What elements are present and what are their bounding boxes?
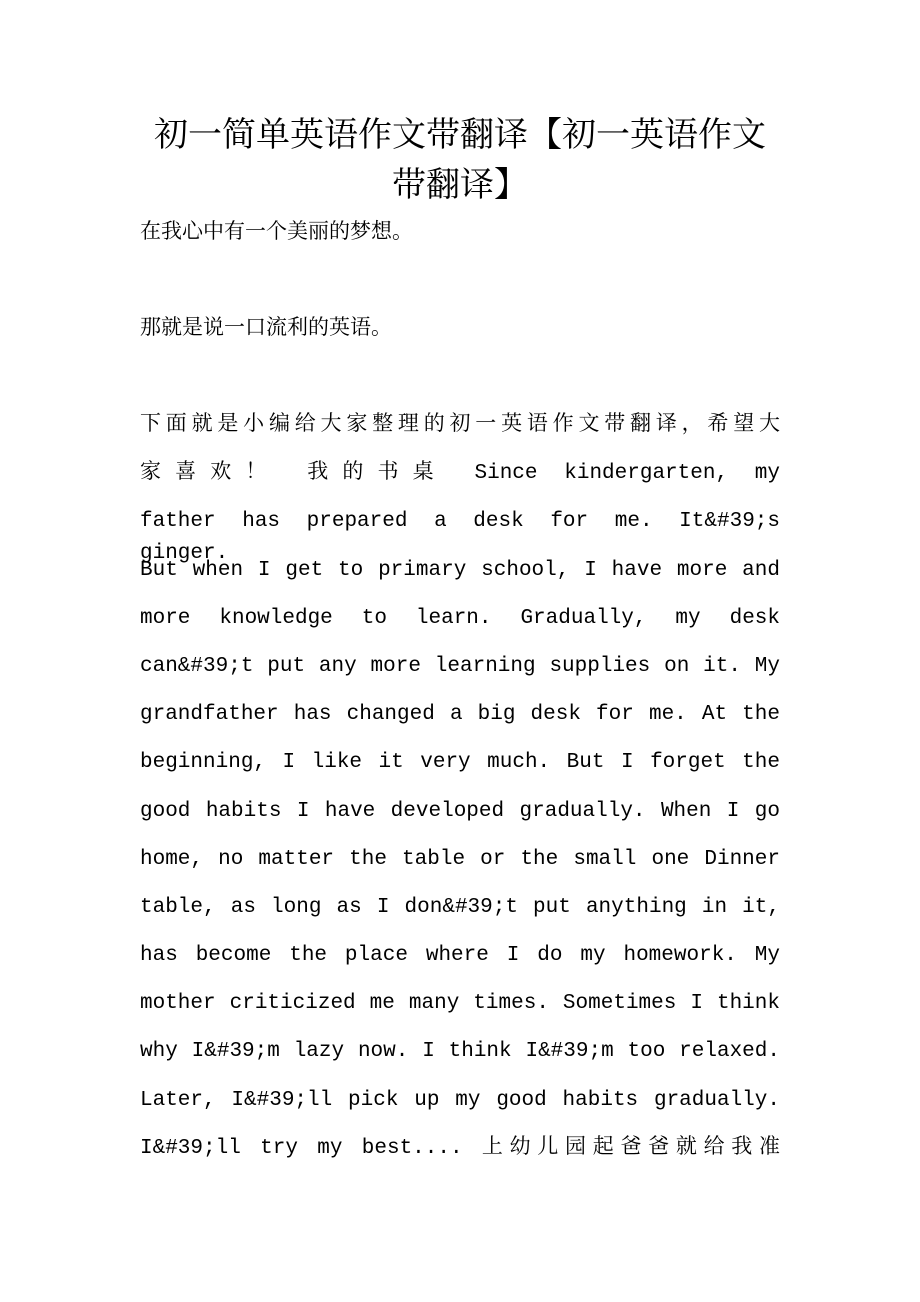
paragraph-fluent-english: 那就是说一口流利的英语。 [140,318,392,341]
text-line: grandfather has changed a big desk for me. At the [140,703,780,727]
text-line: has become the place where I do my homework. My [140,944,780,968]
text-line: home, no matter the table or the small one Dinner [140,847,780,871]
text-line: good habits I have developed gradually. When I go [140,799,780,823]
text-line: Later, I&#39;ll pick up my good habits gradually. [140,1088,780,1112]
text-line: father has prepared a desk for me. It&#39;s ginger. [140,510,780,566]
text-line: beginning, I like it very much. But I forget the [140,751,780,775]
text-line: But when I get to primary school, I have more and [140,558,780,582]
text-line: 家喜欢！ 我的书桌 Since kindergarten, my [140,462,780,486]
text-line: why I&#39;m lazy now. I think I&#39;m too relaxed. [140,1040,780,1064]
text-line: more knowledge to learn. Gradually, my desk [140,606,780,630]
text-line: mother criticized me many times. Sometimes I think [140,992,780,1016]
essay-body [140,410,780,1181]
text-line: can&#39;t put any more learning supplies on it. My [140,654,780,678]
paragraph-dream: 在我心中有一个美丽的梦想。 [140,222,413,245]
document-title: 初一简单英语作文带翻译【初一英语作文带翻译】 [154,115,766,205]
text-line: I&#39;ll try my best.... 上幼儿园起爸爸就给我准 [140,1136,780,1160]
text-line: 下面就是小编给大家整理的初一英语作文带翻译，希望大 [140,414,780,437]
text-line: table, as long as I don&#39;t put anything in it, [140,895,780,919]
